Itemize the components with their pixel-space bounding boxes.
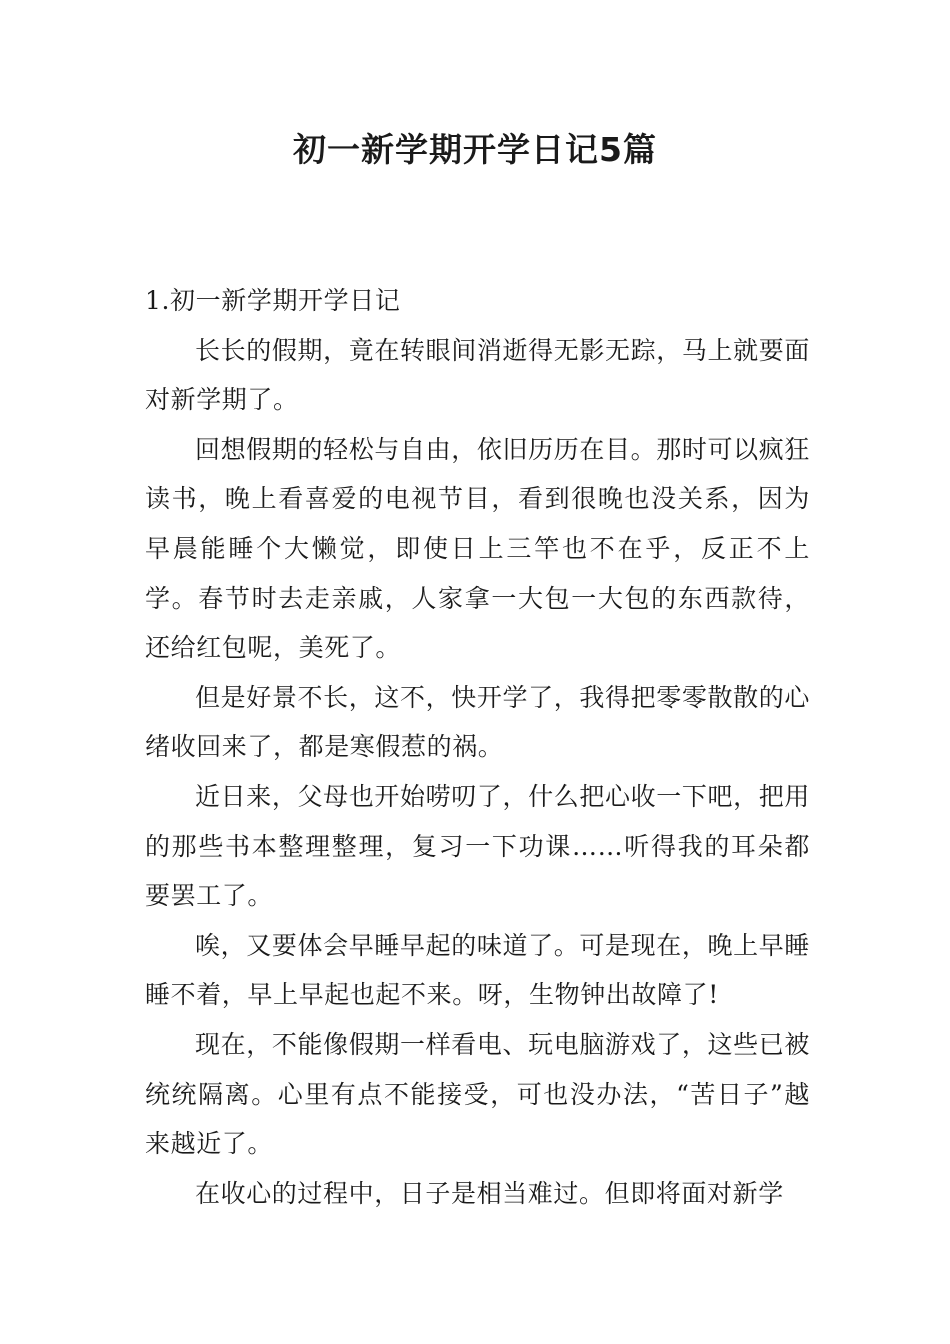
paragraph-3: 但是好景不长，这不，快开学了，我得把零零散散的心绪收回来了，都是寒假惹的祸。 xyxy=(145,682,810,762)
paragraph-5: 唉，又要体会早睡早起的味道了。可是现在，晚上早睡睡不着，早上早起也起不来。呀，生物钟出故障了! xyxy=(145,930,810,1010)
document-body xyxy=(145,276,810,1218)
paragraph-7: 在收心的过程中，日子是相当难过。但即将面对新学 xyxy=(195,1178,784,1208)
paragraph-1: 长长的假期，竟在转眼间消逝得无影无踪，马上就要面对新学期了。 xyxy=(145,335,810,415)
paragraph-2: 回想假期的轻松与自由，依旧历历在目。那时可以疯狂读书，晚上看喜爱的电视节目，看到很晚也没关系，因为早晨能睡个大懒觉，即使日上三竿也不在乎，反正不上学。春节时去走亲戚，人家拿一大包一大包的东西款待，还给红包呢，美死了。 xyxy=(145,434,810,663)
paragraph-4: 近日来，父母也开始唠叨了，什么把心收一下吧，把用的那些书本整理整理，复习一下功课……听得我的耳朵都要罢工了。 xyxy=(145,781,810,911)
section-heading: 1.初一新学期开学日记 xyxy=(145,286,401,315)
paragraph-6: 现在，不能像假期一样看电、玩电脑游戏了，这些已被统统隔离。心里有点不能接受，可也没办法，“苦日子”越来越近了。 xyxy=(145,1029,810,1159)
document-title: 初一新学期开学日记5篇 xyxy=(293,130,657,169)
